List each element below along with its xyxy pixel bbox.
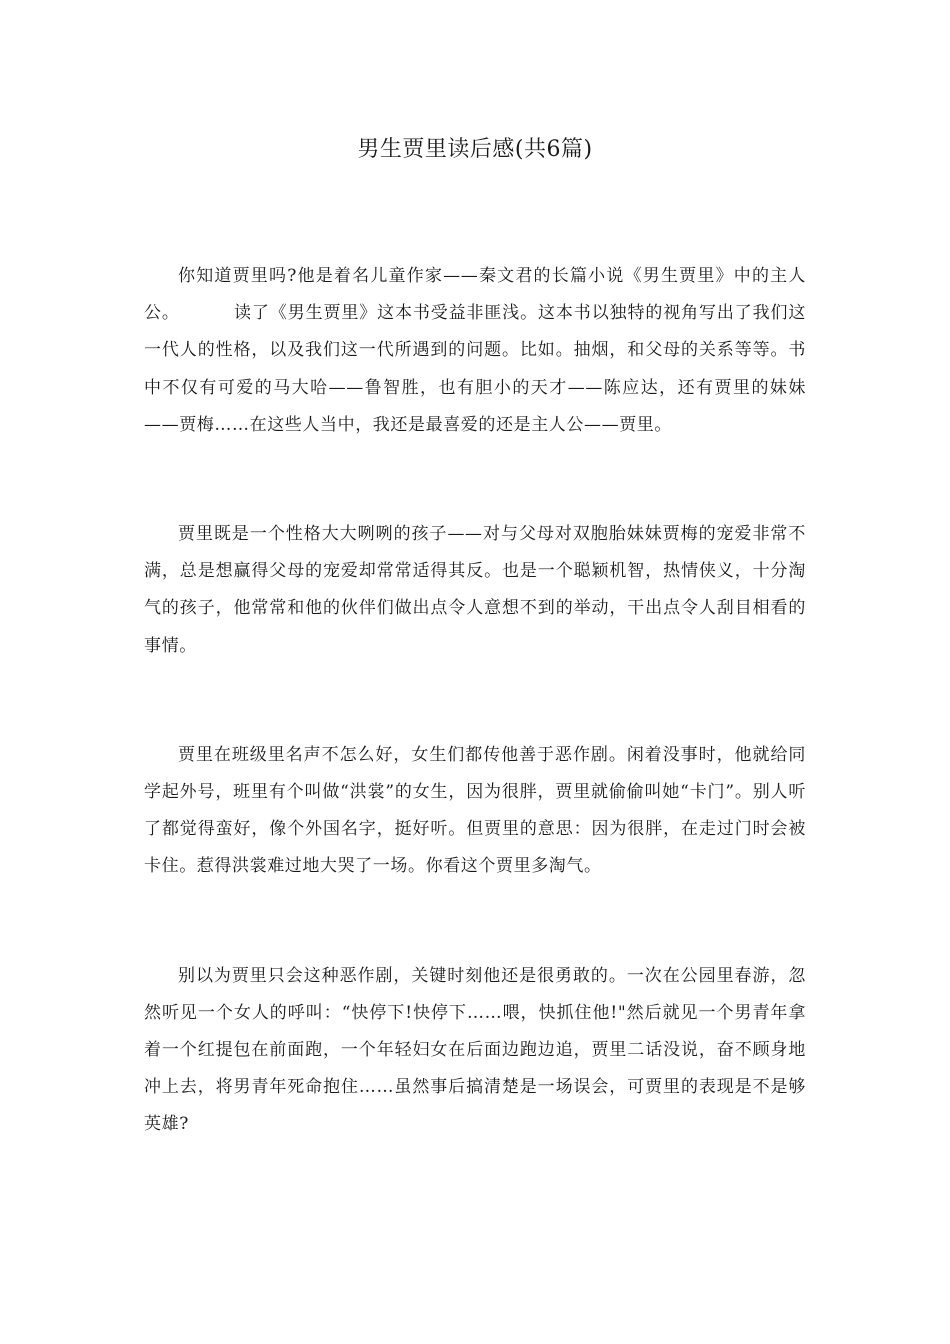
paragraph-3: 贾里在班级里名声不怎么好，女生们都传他善于恶作剧。闲着没事时，他就给同学起外号，班里有个叫做“洪裳”的女生，因为很胖，贾里就偷偷叫她“卡门”。别人听了都觉得蛮好，像个外国名字，挺好听。但贾里的意思：因为很胖，在走过门时会被卡住。惹得洪裳难过地大哭了一场。你看这个贾里多淘气。: [144, 744, 806, 877]
paragraph-1-part-2: 读了《男生贾里》这本书受益非匪浅。这本书以独特的视角写出了我们这一代人的性格，以及我们这一代所遇到的问题。比如。抽烟，和父母的关系等等。书中不仅有可爱的马大哈——鲁智胜，也有胆小的天才——陈应达，还有贾里的妹妹——贾梅……在这些人当中，我还是最喜爱的还是主人公——贾里。: [144, 303, 806, 435]
paragraph-2: 贾里既是一个性格大大咧咧的孩子——对与父母对双胞胎妹妹贾梅的宠爱非常不满，总是想赢得父母的宠爱却常常适得其反。也是一个聪颖机智，热情侠义，十分淘气的孩子，他常常和他的伙伴们做出点令人意想不到的举动，干出点令人刮目相看的事情。: [144, 524, 806, 656]
paragraph-4: 别以为贾里只会这种恶作剧，关键时刻他还是很勇敢的。一次在公园里春游，忽然听见一个女人的呼叫：“快停下!快停下……喂，快抓住他!"然后就见一个男青年拿着一个红提包在前面跑，一个年轻妇女在后面边跑边追，贾里二话没说，奋不顾身地冲上去，将男青年死命抱住……虽然事后搞清楚是一场误会，可贾里的表现是不是够英雄?: [144, 965, 806, 1135]
document-title: 男生贾里读后感(共6篇): [357, 137, 593, 162]
paragraph-1-part-1: 你知道贾里吗?他是着名儿童作家——秦文君的长篇小说《男生贾里》中的主人公。: [144, 266, 806, 324]
paragraph-1: [144, 258, 806, 444]
document-body: [144, 258, 806, 1144]
